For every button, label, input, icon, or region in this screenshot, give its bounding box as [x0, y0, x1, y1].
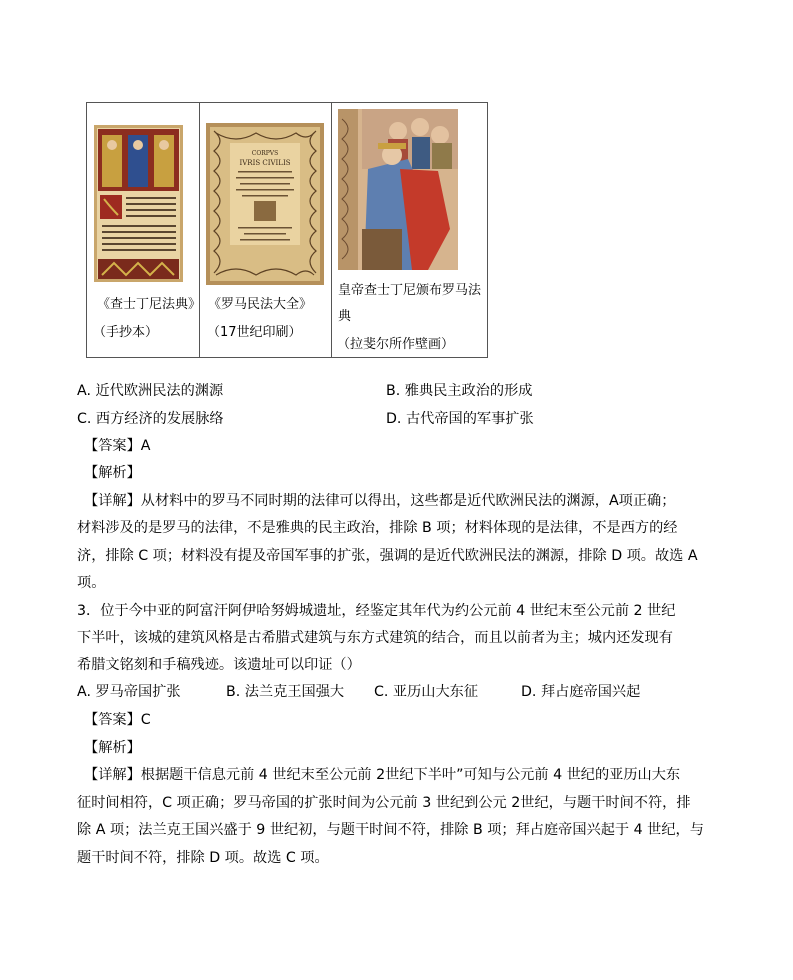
q3-option-a: A. 罗马帝国扩张: [77, 684, 181, 700]
cell-mural: [332, 103, 488, 358]
caption-mural-title-cont: 典: [338, 309, 352, 324]
q3-detail-line-1: 【详解】根据题干信息元前 4 世纪末至公元前 2世纪下半叶”可知与公元前 4 世纪的亚历山大东: [84, 767, 681, 783]
cover-text-2: IVRIS CIVILIS: [239, 159, 291, 167]
q3-option-c: C. 亚历山大东征: [374, 684, 479, 700]
q2-answer: 【答案】A: [84, 438, 151, 454]
mural-image: [338, 109, 458, 270]
q2-option-b: B. 雅典民主政治的形成: [386, 383, 533, 399]
q3-analysis-label: 【解析】: [84, 740, 141, 756]
q3-stem-line-1: 3．位于今中亚的阿富汗阿伊哈努姆城遗址，经鉴定其年代为约公元前 4 世纪末至公元前 2 世纪: [77, 603, 676, 619]
q2-option-c: C. 西方经济的发展脉络: [77, 411, 224, 427]
caption-book-title: 《罗马民法大全》: [208, 297, 313, 312]
q2-option-a: A. 近代欧洲民法的渊源: [77, 383, 224, 399]
q3-option-d: D. 拜占庭帝国兴起: [521, 684, 641, 700]
q2-detail-line-4: 项。: [77, 575, 106, 591]
cell-manuscript: [87, 103, 200, 358]
q3-stem-line-3: 希腊文铭刻和手稿残迹。该遗址可以印证（）: [77, 657, 361, 673]
cell-printed-book: [200, 103, 332, 358]
caption-manuscript-title: 《查士丁尼法典》: [97, 297, 202, 312]
q2-detail-line-1: 【详解】从材料中的罗马不同时期的法律可以得出，这些都是近代欧洲民法的渊源，A项正确；: [84, 493, 676, 509]
caption-mural-title: 皇帝查士丁尼颁布罗马法: [338, 283, 482, 298]
q2-analysis-label: 【解析】: [84, 465, 141, 481]
q2-detail-line-2: 材料涉及的是罗马的法律，不是雅典的民主政治，排除 B 项；材料体现的是法律，不是西方的经: [77, 520, 678, 536]
q3-answer: 【答案】C: [84, 712, 151, 728]
caption-mural-sub: （拉斐尔所作壁画）: [337, 337, 455, 352]
printed-book-image: [206, 123, 324, 285]
q3-stem-line-2: 下半叶，该城的建筑风格是古希腊式建筑与东方式建筑的结合，而且以前者为主；城内还发现有: [77, 630, 673, 646]
q3-detail-line-2: 征时间相符，C 项正确；罗马帝国的扩张时间为公元前 3 世纪到公元 2世纪，与题干时间不符，排: [77, 795, 691, 811]
q3-option-b: B. 法兰克王国强大: [226, 684, 345, 700]
q3-detail-line-4: 题干时间不符，排除 D 项。故选 C 项。: [77, 850, 329, 866]
manuscript-image: [94, 125, 183, 282]
q2-option-d: D. 古代帝国的军事扩张: [386, 411, 534, 427]
image-table: [86, 102, 488, 358]
caption-manuscript-sub: （手抄本）: [93, 325, 159, 340]
q3-detail-line-3: 除 A 项；法兰克王国兴盛于 9 世纪初，与题干时间不符，排除 B 项；拜占庭帝国兴起于 4 世纪，与: [77, 822, 704, 838]
caption-book-sub: （17世纪印刷）: [207, 325, 302, 340]
q2-detail-line-3: 济，排除 C 项；材料没有提及帝国军事的扩张，强调的是近代欧洲民法的渊源，排除 D 项。故选 A: [77, 548, 698, 564]
cover-text-1: CORPVS: [251, 150, 279, 157]
